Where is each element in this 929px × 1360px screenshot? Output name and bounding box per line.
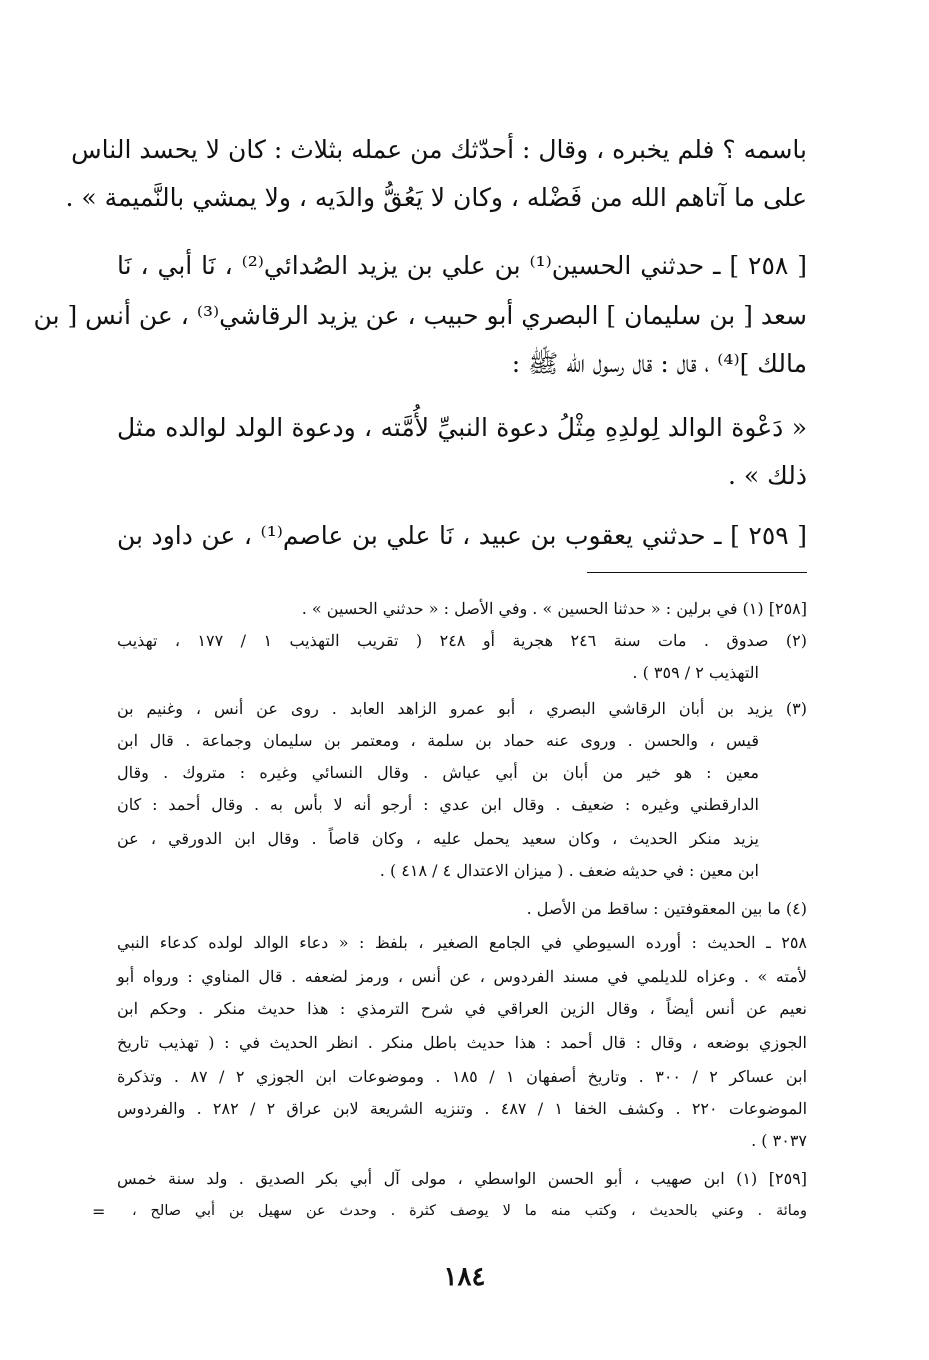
main-text-line: ذلك » . [728,461,807,490]
footnote-line: [٢٥٩] (١) ابن صهيب ، أبو الحسن الواسطي ، مولى آل أبي بكر الصديق . ولد سنة خمس [117,1169,808,1188]
main-text-line: باسمه ؟ فلم يخبره ، وقال : أحدّثك من عمله بثلاث : كان لا يحسد الناس [71,135,807,164]
footnote-line: (٢) صدوق . مات سنة ٢٤٦ هجرية أو ٢٤٨ ( تقريب التهذيب ١ / ١٧٧ ، تهذيب [117,631,807,650]
footnote-line: الجوزي بوضعه ، وقال : قال أحمد : هذا حديث باطل منكر . انظر الحديث في : ( تهذيب تاريخ [117,1033,807,1052]
footnote-line: قيس ، والحسن . وروى عنه حماد بن سلمة ، ومعتمر بن سليمان وجماعة . قال ابن [117,731,759,750]
footnote-line: (٣) يزيد بن أبان الرقاشي البصري ، أبو عمرو الزاهد العابد . روى عن أنس ، وغنيم بن [117,699,808,718]
footnote-line: ابن معين : في حديثه ضعف . ( ميزان الاعتدال ٤ / ٤١٨ ) . [379,861,759,880]
footnote-line: التهذيب ٢ / ٣٥٩ ) . [632,663,759,682]
footnote-line: (٤) ما بين المعقوفتين : ساقط من الأصل . [526,899,807,918]
footnote-line: [٢٥٨] (١) في برلين : « حدثنا الحسين » . وفي الأصل : « حدثني الحسين » . [301,599,807,618]
footnote-line: نعيم عن أنس أيضاً ، وقال الزين العراقي في شرح الترمذي : هذا حديث منكر . وحكم ابن [117,999,807,1018]
footnote-line: الدارقطني وغيره : ضعيف . وقال ابن عدي : أرجو أنه لا بأس به . وقال أحمد : كان [117,795,759,814]
page-number: ١٨٤ [443,1262,486,1292]
footnote-line: ابن عساكر ٢ / ٣٠٠ . وتاريخ أصفهان ١ / ١٨٥ . وموضوعات ابن الجوزي ٢ / ٨٧ . وتذكرة [117,1067,808,1086]
footnote-line: ومائة . وعني بالحديث ، وكتب منه ما لا يوصف كثرة . وحدث عن سهيل بن أبي صالح ، [132,1203,807,1219]
footnote-line: لأمته » . وعزاه للديلمي في مسند الفردوس ، عن أنس ، ورمز لضعفه . قال المناوي : ورواه أبو [117,967,807,986]
main-text-line: [ ٢٥٩ ] ـ حدثني يعقوب بن عبيد ، نَا علي بن عاصم⁽¹⁾ ، عن داود بن [117,521,808,550]
continuation-mark: = [92,1202,106,1221]
main-text-line: « دَعْوة الوالد لِولدِهِ مِثْلُ دعوة النبيِّ لأُمَّته ، ودعوة الولد لوالده مثل [117,413,807,442]
footnote-separator [587,572,807,573]
footnote-line: يزيد منكر الحديث ، وكان سعيد يحمل عليه ، وكان قاصاً . وقال ابن الدورقي ، عن [117,829,759,848]
main-text-line: سعد [ بن سليمان ] البصري أبو حبيب ، عن يزيد الرقاشي⁽³⁾ ، عن أنس [ بن [33,301,807,330]
main-text-line: على ما آتاهم الله من فَضْله ، وكان لا يَعُقُّ والدَيه ، ولا يمشي بالنَّميمة » . [65,183,807,212]
main-text-line: مالك ]⁽⁴⁾ ، قال : قال رسول الله ﷺ : [511,349,807,378]
footnote-line: معين : هو خير من أبان بن أبي عياش . وقال النسائي وغيره : متروك . وقال [117,763,759,782]
footnote-line: ٢٥٨ ـ الحديث : أورده السيوطي في الجامع الصغير ، بلفظ : « دعاء الوالد لولده كدعاء النبي [117,933,807,952]
footnote-line: الموضوعات ٢٢٠ . وكشف الخفا ١ / ٤٨٧ . وتنزيه الشريعة لابن عراق ٢ / ٢٨٢ . والفردوس [117,1099,808,1118]
main-text-line: [ ٢٥٨ ] ـ حدثني الحسين⁽¹⁾ بن علي بن يزيد الصُدائي⁽²⁾ ، نَا أبي ، نَا [117,251,808,280]
footnote-line: ٣٠٣٧ ) . [751,1131,807,1150]
